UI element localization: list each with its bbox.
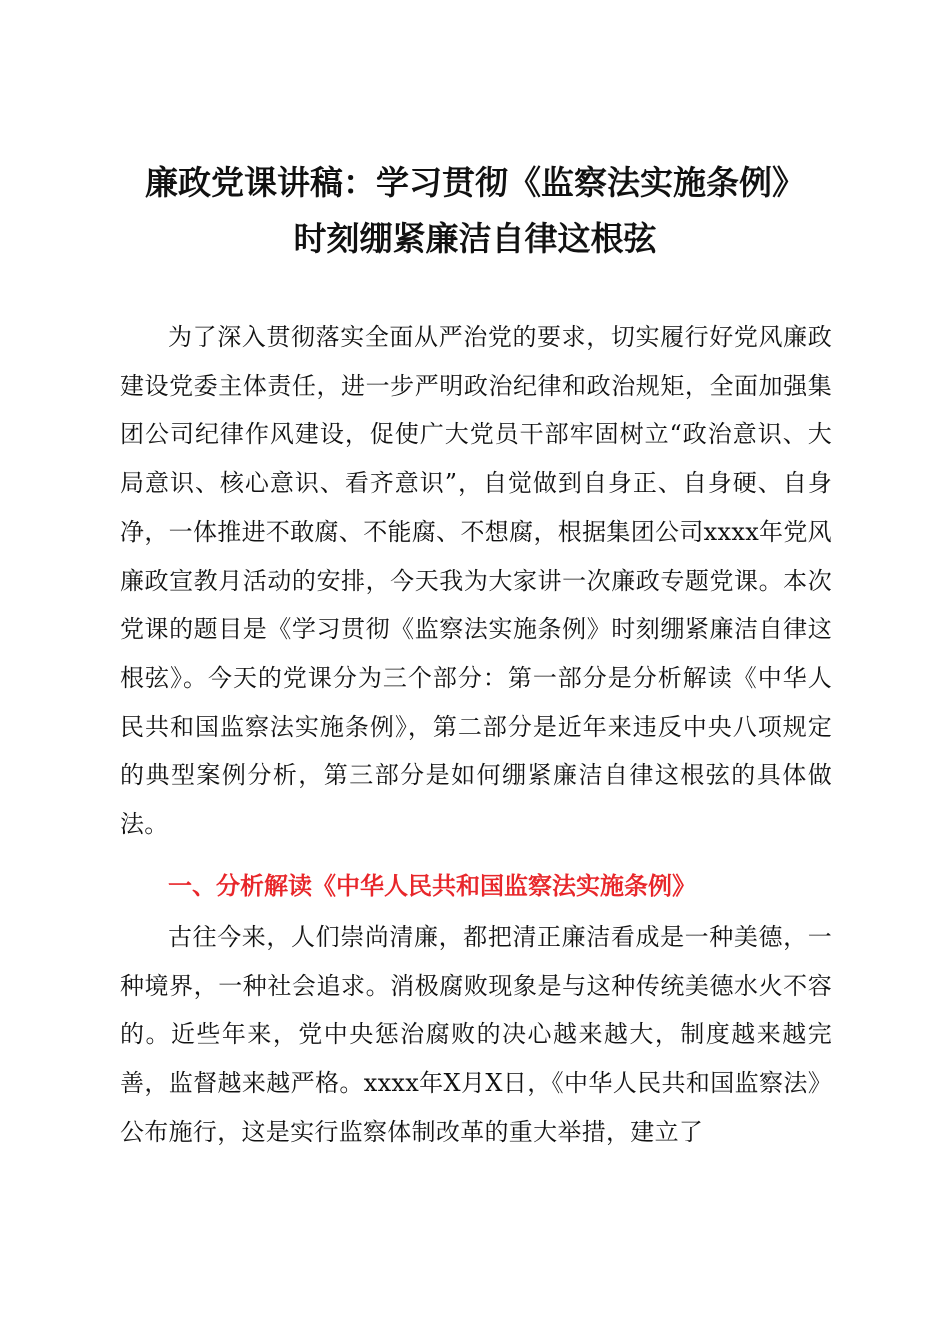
document-title-line-1: 廉政党课讲稿：学习贯彻《监察法实施条例》 [145, 163, 805, 202]
intro-paragraph: 为了深入贯彻落实全面从严治党的要求，切实履行好党风廉政建设党委主体责任，进一步严明政治纪律和政治规矩，全面加强集团公司纪律作风建设，促使广大党员干部牢固树立“政治意识、大局意识、核心意识、看齐意识”，自觉做到自身正、自身硬、自身净，一体推进不敢腐、不能腐、不想腐，根据集团公司xxxx年党风廉政宣教月活动的安排，今天我为大家讲一次廉政专题党课。本次党课的题目是《学习贯彻《监察法实施条例》时刻绷紧廉洁自律这根弦》。今天的党课分为三个部分：第一部分是分析解读《中华人民共和国监察法实施条例》，第二部分是近年来违反中央八项规定的典型案例分析，第三部分是如何绷紧廉洁自律这根弦的具体做法。 [120, 323, 832, 839]
section-1-heading: 一、分析解读《中华人民共和国监察法实施条例》 [168, 872, 696, 900]
document-title-line-2: 时刻绷紧廉洁自律这根弦 [293, 219, 657, 258]
section-1-paragraph: 古往今来，人们崇尚清廉，都把清正廉洁看成是一种美德，一种境界，一种社会追求。消极腐败现象是与这种传统美德水火不容的。近些年来，党中央惩治腐败的决心越来越大，制度越来越完善，监督越来越严格。xxxx年X月X日，《中华人民共和国监察法》公布施行，这是实行监察体制改革的重大举措，建立了 [120, 923, 832, 1146]
